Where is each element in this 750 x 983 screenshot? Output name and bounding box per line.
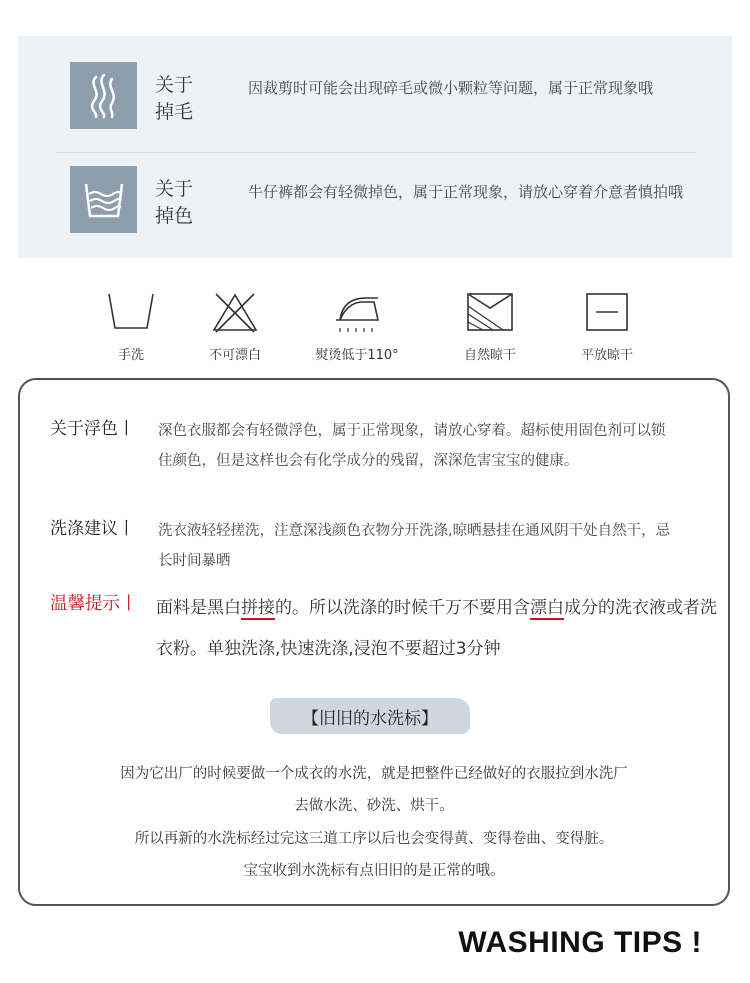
care-label: 熨烫低于110° [315,348,399,363]
paragraph-line: 去做水洗、砂洗、烘干。 [294,798,454,814]
hand-wash-icon [106,290,156,334]
care-label: 自然晾干 [463,348,516,363]
care-item-shade-dry [430,290,550,363]
care-label: 平放晾干 [580,348,633,363]
faq-panel [18,36,732,258]
notes-box [18,378,730,906]
care-symbols [0,290,750,370]
iron-icon [332,290,382,334]
care-item-hand-wash [71,290,191,363]
faq-row-shedding [18,36,732,136]
care-label: 不可漂白 [208,348,261,363]
care-item-flat-dry [547,290,667,363]
basin-water-icon [70,166,137,233]
footer-title: WASHING TIPS ! [458,926,702,959]
faq-title: 关于 掉色 [155,178,194,227]
note-label: 关于浮色丨 [50,419,135,439]
faq-description: 牛仔裤都会有轻微掉色，属于正常现象，请放心穿着介意者慎拍哦 [248,183,684,201]
badge-text: 【旧旧的水洗标】 [302,708,438,729]
note-text: 洗衣液轻轻搓洗，注意深浅颜色衣物分开洗涤,晾晒悬挂在通风阴干处自然干，忌长时间暴晒 [158,523,671,569]
wash-label-badge [270,696,470,736]
note-text: 面料是黑白拼接的。所以洗涤的时候千万不要用含漂白成分的洗衣液或者洗衣粉。单独洗涤,快速洗涤,浸泡不要超过3分钟 [156,598,717,659]
paragraph-line: 所以再新的水洗标经过完这三道工序以后也会变得黄、变得卷曲、变得脏。 [134,831,614,847]
shade-dry-icon [465,290,515,334]
note-text: 深色衣服都会有轻微浮色，属于正常现象，请放心穿着。超标使用固色剂可以锁住颜色，但是这样也会有化学成分的残留，深深危害宝宝的健康。 [158,423,666,469]
paragraph-line: 宝宝收到水洗标有点旧旧的是正常的哦。 [243,863,505,879]
faq-title: 关于 掉毛 [155,74,194,123]
steam-icon [70,62,137,129]
note-label: 洗涤建议丨 [50,519,135,539]
no-bleach-icon [210,290,260,334]
care-item-no-bleach [175,290,295,363]
care-label: 手洗 [117,348,144,363]
faq-description: 因裁剪时可能会出现碎毛或微小颗粒等问题，属于正常现象哦 [248,79,654,97]
care-item-iron [297,290,417,363]
flat-dry-icon [582,290,632,334]
faq-row-fading [18,146,732,246]
paragraph-line: 因为它出厂的时候要做一个成衣的水洗，就是把整件已经做好的衣服拉到水洗厂 [120,766,628,782]
note-label: 温馨提示丨 [50,594,138,614]
